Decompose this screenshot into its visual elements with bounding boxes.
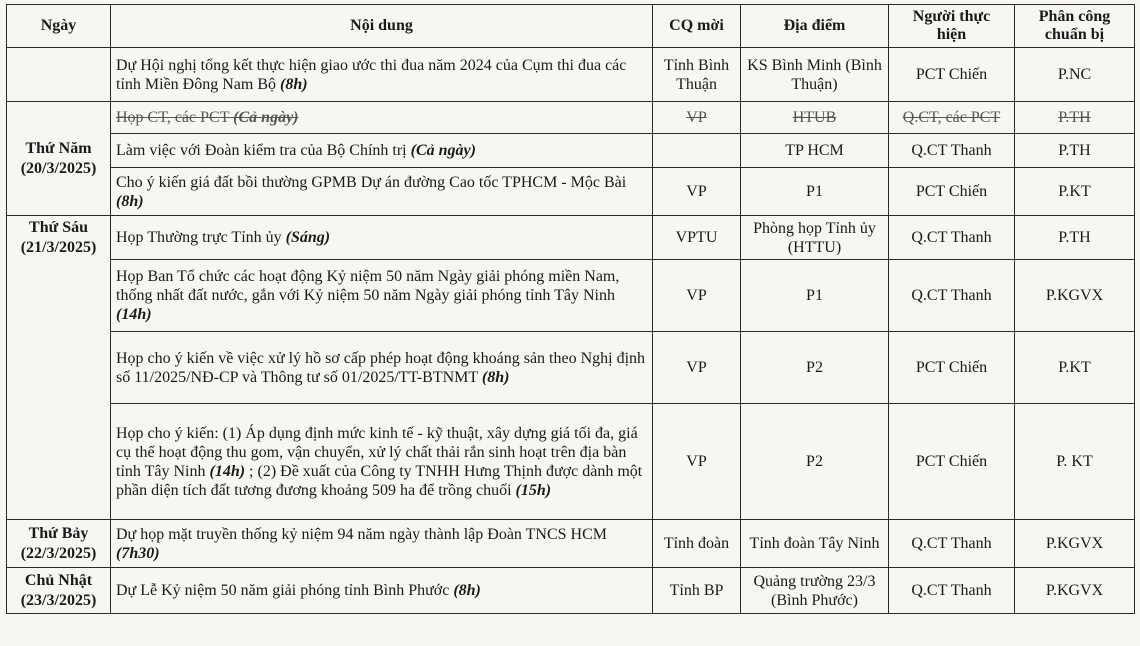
org-cell: VP (653, 404, 741, 520)
org-cell: VP (653, 102, 741, 134)
header-place: Địa điểm (741, 5, 889, 48)
place-cell: Tỉnh đoàn Tây Ninh (741, 520, 889, 568)
time-note: (Cả ngày) (410, 142, 476, 159)
header-day: Ngày (7, 5, 111, 48)
content-text: Dự họp mặt truyền thống kỷ niệm 94 năm ngày thành lập Đoàn TNCS HCM (116, 525, 607, 543)
day-cell (7, 48, 111, 102)
day-cell: Chủ Nhật (23/3/2025) (7, 568, 111, 614)
content-cell (111, 216, 653, 260)
place-cell: P1 (741, 168, 889, 216)
header-content: Nội dung (111, 5, 653, 48)
prep-cell: P.TH (1015, 134, 1135, 168)
header-org: CQ mời (653, 5, 741, 48)
day-cell: Thứ Bảy (22/3/2025) (7, 520, 111, 568)
org-cell: Tỉnh đoàn (653, 520, 741, 568)
org-cell: VP (653, 260, 741, 332)
time-note: (Cả ngày) (233, 109, 299, 126)
place-cell: P1 (741, 260, 889, 332)
time-note: (8h) (481, 368, 510, 386)
header-prep (1015, 5, 1135, 48)
org-cell: Tỉnh BP (653, 568, 741, 614)
table-row (7, 134, 1135, 168)
content-text: Họp Ban Tổ chức các hoạt động Kỷ niệm 50 năm Ngày giải phóng miền Nam, thống nhất đất nước, gắn với Kỷ niệm 50 năm Ngày giải phóng tỉnh Tây Ninh (116, 268, 620, 304)
table-row (7, 216, 1135, 260)
content-cell (111, 520, 653, 568)
org-cell: VPTU (653, 216, 741, 260)
place-cell: Phòng họp Tỉnh ủy (HTTU) (741, 216, 889, 260)
day-cell: Thứ Năm (20/3/2025) (7, 102, 111, 216)
table-row (7, 332, 1135, 404)
place-cell: Quảng trường 23/3 (Bình Phước) (741, 568, 889, 614)
person-cell: PCT Chiến (889, 404, 1015, 520)
org-cell: VP (653, 332, 741, 404)
time-note: (Sáng) (285, 229, 331, 246)
place-cell: KS Bình Minh (Bình Thuận) (741, 48, 889, 102)
prep-cell: P. KT (1015, 404, 1135, 520)
person-cell: Q.CT Thanh (889, 520, 1015, 568)
content-text: Họp cho ý kiến về việc xử lý hồ sơ cấp phép hoạt động khoáng sản theo Nghị định số 11/2025/NĐ-CP và Thông tư số 01/2025/TT-BTNMT (116, 349, 646, 386)
person-cell: Q.CT Thanh (889, 216, 1015, 260)
content-text: Dự Hội nghị tổng kết thực hiện giao ước thi đua năm 2024 của Cụm thi đua các tỉnh Miền Đông Nam Bộ (116, 56, 627, 93)
content-text: Làm việc với Đoàn kiểm tra của Bộ Chính trị (116, 142, 407, 159)
prep-cell: P.KGVX (1015, 520, 1135, 568)
person-cell: PCT Chiến (889, 168, 1015, 216)
time-note: (8h) (453, 582, 481, 599)
prep-cell: P.KGVX (1015, 568, 1135, 614)
content-text-2: ; (2) Đề xuất của Công ty TNHH Hưng Thịnh được dành một phần diện tích đất tương đương khoảng 509 ha để trồng chuối (116, 462, 643, 499)
time-note: (14h) (209, 462, 246, 480)
time-note-2: (15h) (515, 481, 552, 499)
table-row (7, 520, 1135, 568)
person-cell: PCT Chiến (889, 332, 1015, 404)
table-row (7, 260, 1135, 332)
prep-cell: P.KT (1015, 332, 1135, 404)
time-note: (7h30) (116, 544, 160, 562)
place-cell: P2 (741, 404, 889, 520)
content-cell (111, 48, 653, 102)
table-row (7, 168, 1135, 216)
content-cell (111, 168, 653, 216)
header-person-label: Người thực hiện (912, 8, 991, 43)
content-text: Họp Thường trực Tỉnh ủy (116, 229, 282, 246)
table-row (7, 404, 1135, 520)
org-cell (653, 134, 741, 168)
content-text: Họp cho ý kiến: (1) Áp dụng định mức kinh tế - kỹ thuật, xây dựng giá tối đa, giá cụ thể hoạt động thu gom, vận chuyển, xử lý chất thải rắn sinh hoạt trên địa bàn tỉnh Tây Ninh (116, 424, 638, 480)
table-row-cancelled (7, 102, 1135, 134)
content-cell (111, 134, 653, 168)
org-cell: Tỉnh Bình Thuận (653, 48, 741, 102)
content-cell (111, 102, 653, 134)
prep-cell: P.TH (1015, 102, 1135, 134)
person-cell: PCT Chiến (889, 48, 1015, 102)
place-cell: TP HCM (741, 134, 889, 168)
content-cell (111, 568, 653, 614)
prep-cell: P.TH (1015, 216, 1135, 260)
content-text: Dự Lễ Kỷ niệm 50 năm giải phóng tỉnh Bình Phước (116, 582, 450, 599)
time-note: (8h) (280, 75, 308, 93)
place-cell: P2 (741, 332, 889, 404)
content-cell (111, 332, 653, 404)
person-cell: Q.CT Thanh (889, 568, 1015, 614)
header-prep-label: Phân công chuẩn bị (1038, 8, 1111, 43)
person-cell: Q.CT, các PCT (889, 102, 1015, 134)
prep-cell: P.KGVX (1015, 260, 1135, 332)
content-text: Họp CT, các PCT (116, 109, 230, 126)
day-cell: Thứ Sáu (21/3/2025) (7, 216, 111, 520)
header-person (889, 5, 1015, 48)
prep-cell: P.NC (1015, 48, 1135, 102)
place-cell: HTUB (741, 102, 889, 134)
table-row (7, 48, 1135, 102)
content-cell (111, 260, 653, 332)
header-row (7, 5, 1135, 48)
content-text: Cho ý kiến giá đất bồi thường GPMB Dự án đường Cao tốc TPHCM - Mộc Bài (116, 173, 627, 191)
time-note: (14h) (116, 306, 152, 323)
person-cell: Q.CT Thanh (889, 260, 1015, 332)
schedule-table (6, 4, 1135, 614)
org-cell: VP (653, 168, 741, 216)
content-cell (111, 404, 653, 520)
prep-cell: P.KT (1015, 168, 1135, 216)
table-row (7, 568, 1135, 614)
time-note: (8h) (116, 192, 144, 210)
person-cell: Q.CT Thanh (889, 134, 1015, 168)
